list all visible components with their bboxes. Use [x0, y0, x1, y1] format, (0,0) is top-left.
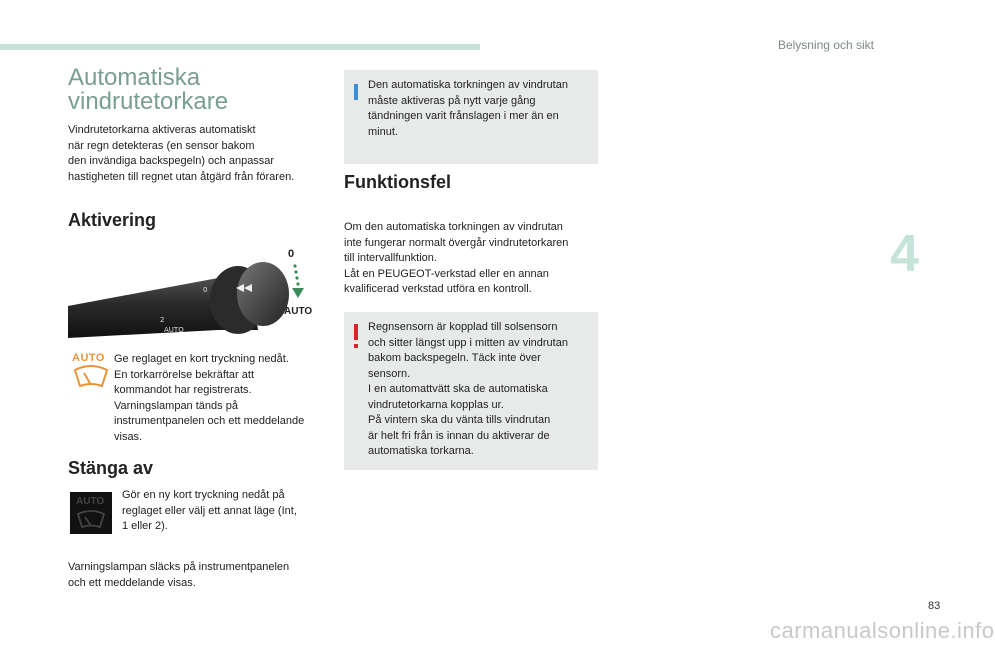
warning-note-line: I en automattvätt ska de automatiska [368, 383, 548, 395]
svg-text:AUTO: AUTO [164, 326, 184, 334]
section-label: Belysning och sikt [777, 38, 874, 52]
deactivation-footer-line: Varningslampan släcks på instrumentpanelen [68, 561, 290, 573]
activation-line: visas. [114, 430, 143, 443]
activation-line: instrumentpanelen och ett meddelande [114, 415, 305, 427]
warning-note-line: sensorn. [368, 367, 411, 380]
deactivation-line: reglaget eller välj ett annat läge (Int, [122, 504, 297, 517]
chapter-number: 4 [890, 225, 919, 283]
title-line-2: vindrutetorkare [68, 88, 229, 115]
svg-text:2: 2 [160, 316, 165, 324]
intro-line: den invändiga backspegeln) och anpassar [68, 155, 275, 167]
activation-line: En torkarrörelse bekräftar att [114, 368, 255, 381]
info-note-line: Den automatiska torkningen av vindrutan [368, 79, 568, 91]
intro-line: när regn detekteras (en sensor bakom [68, 139, 255, 152]
down-arrow-icon [288, 262, 308, 302]
malfunction-line: till intervallfunktion. [344, 252, 437, 264]
malfunction-line: kvalificerad verkstad utföra en kontroll. [344, 283, 532, 295]
warning-note-line: vindrutetorkarna kopplas ur. [368, 398, 504, 411]
auto-off-icon-label: AUTO [76, 496, 105, 507]
deactivation-text [122, 488, 332, 535]
info-note [344, 70, 598, 164]
auto-wiper-warning-icon [72, 352, 110, 394]
deactivation-heading: Stänga av [68, 458, 154, 478]
warning-icon [354, 324, 358, 340]
auto-wiper-off-icon [70, 492, 112, 534]
malfunction-line: Låt en PEUGEOT-verkstad eller en annan [344, 267, 549, 280]
auto-icon-label: AUTO [72, 352, 105, 364]
header-accent-bar [0, 44, 480, 50]
svg-text:0: 0 [203, 286, 208, 294]
warning-note-line: och sitter längst upp i mitten av vindrutan [368, 336, 568, 349]
warning-note-line: bakom backspegeln. Täck inte över [368, 352, 541, 364]
activation-line: kommandot har registrerats. [114, 384, 252, 396]
warning-note-line: är helt fri från is innan du aktiverar de [368, 429, 550, 442]
malfunction-heading: Funktionsfel [344, 172, 451, 192]
deactivation-line: Gör en ny kort tryckning nedåt på [122, 489, 285, 501]
warning-note-line: På vintern ska du vänta tills vindrutan [368, 414, 551, 426]
activation-text [114, 352, 334, 445]
deactivation-footer-line: och ett meddelande visas. [68, 576, 196, 589]
warning-note-line: Regnsensorn är kopplad till solsensorn [368, 321, 558, 333]
activation-heading: Aktivering [68, 210, 157, 230]
info-note-text [368, 78, 594, 140]
info-icon [354, 84, 358, 100]
page-number: 83 [928, 600, 941, 612]
deactivation-line: 1 eller 2). [122, 520, 168, 532]
page-title [68, 66, 328, 114]
activation-line: Varningslampan tänds på [114, 399, 238, 412]
malfunction-line: Om den automatiska torkningen av vindrutan [344, 221, 563, 233]
warning-note [344, 312, 598, 470]
lever-position-zero: 0 [288, 248, 295, 260]
info-note-line: måste aktiveras på nytt varje gång [368, 94, 536, 107]
intro-line: Vindrutetorkarna aktiveras automatiskt [68, 124, 256, 136]
warning-note-line: automatiska torkarna. [368, 445, 474, 457]
intro-text [68, 123, 338, 185]
malfunction-line: inte fungerar normalt övergår vindrutetorkaren [344, 236, 569, 249]
info-note-line: tändningen varit frånslagen i mer än en [368, 110, 559, 122]
watermark: carmanualsonline.info [770, 618, 995, 643]
warning-note-text [368, 320, 594, 460]
malfunction-text [344, 220, 600, 298]
warning-icon-dot [354, 344, 358, 348]
title-line-1: Automatiska [68, 64, 201, 91]
activation-line: Ge reglaget en kort tryckning nedåt. [114, 353, 289, 365]
info-note-line: minut. [368, 125, 398, 138]
deactivation-footer [68, 560, 338, 591]
lever-position-auto: AUTO [284, 306, 313, 317]
intro-line: hastigheten till regnet utan åtgärd från föraren. [68, 170, 295, 183]
